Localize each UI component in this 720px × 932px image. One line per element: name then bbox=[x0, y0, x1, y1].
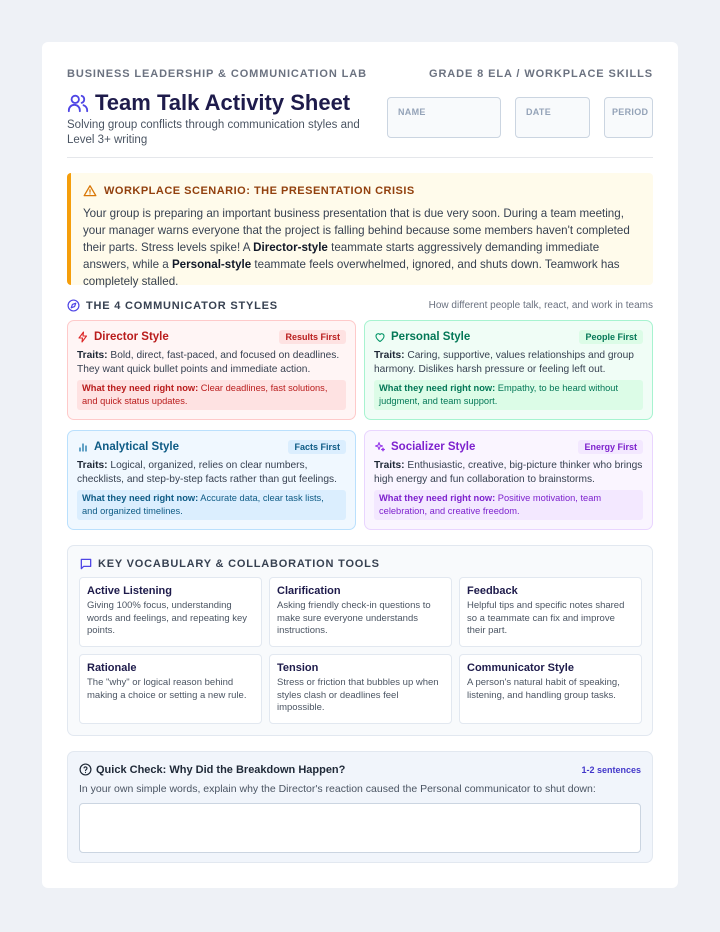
course-label: BUSINESS LEADERSHIP & COMMUNICATION LAB bbox=[67, 68, 367, 80]
needs-text: Clear deadlines, fast solutions, and quick status updates. bbox=[82, 383, 328, 406]
traits-text: Bold, direct, fast-paced, and focused on deadlines. They want quick bullet points and immediate action. bbox=[77, 350, 340, 375]
page-title: Team Talk Activity Sheet bbox=[95, 90, 351, 115]
style-card-director bbox=[67, 320, 356, 420]
style-card-personal bbox=[364, 320, 653, 420]
chat-icon bbox=[79, 557, 93, 571]
style-card-title bbox=[374, 331, 470, 343]
style-card-needs bbox=[374, 380, 643, 410]
style-card-needs bbox=[374, 490, 643, 520]
traits-text: Caring, supportive, values relationships and group harmony. Dislikes harsh pressure or feeling left out. bbox=[374, 350, 634, 375]
needs-text: Empathy, to be heard without judgment, and team support. bbox=[379, 383, 619, 406]
quick-check-title bbox=[79, 763, 345, 776]
style-card-needs bbox=[77, 490, 346, 520]
styles-section-title bbox=[67, 299, 278, 312]
grade-label: GRADE 8 ELA / WORKPLACE SKILLS bbox=[429, 68, 653, 80]
question-icon bbox=[79, 763, 92, 776]
quick-check-title-text: Quick Check: Why Did the Breakdown Happen? bbox=[96, 763, 346, 776]
quick-check-section bbox=[67, 751, 653, 863]
vocab-term bbox=[269, 654, 452, 724]
term-definition: A person's natural habit of speaking, listening, and handling group tasks. bbox=[467, 677, 620, 701]
style-card-traits bbox=[77, 349, 346, 376]
date-field-label: DATE bbox=[526, 107, 552, 117]
vocab-term bbox=[459, 577, 642, 647]
needs-label: What they need right now: bbox=[379, 493, 496, 503]
period-field-label: PERIOD bbox=[612, 107, 649, 117]
traits-text: Logical, organized, relies on clear numbers, checklists, and step-by-step facts rather than gut feelings. bbox=[77, 460, 337, 485]
style-card-traits bbox=[374, 349, 643, 376]
style-card-needs bbox=[77, 380, 346, 410]
style-card-title bbox=[374, 441, 475, 453]
vocabulary-title bbox=[79, 557, 380, 571]
vocabulary-title-text: KEY VOCABULARY & COLLABORATION TOOLS bbox=[98, 558, 380, 570]
traits-text: Enthusiastic, creative, big-picture thinker who brings high energy and fun collaboration to brainstorms. bbox=[374, 460, 643, 485]
style-card-name: Analytical Style bbox=[94, 441, 180, 453]
scenario-text-part: teammate feels overwhelmed, ignored, and shuts down. Teamwork has completely stalled. bbox=[83, 258, 620, 288]
users-icon bbox=[67, 92, 89, 114]
scenario-bold-personal: Personal-style bbox=[171, 258, 252, 271]
lightning-icon bbox=[77, 331, 89, 343]
term-name: Active Listening bbox=[87, 585, 172, 597]
bar-chart-icon bbox=[77, 441, 89, 453]
style-card-badge: Facts First bbox=[288, 440, 346, 454]
style-card-badge: Energy First bbox=[578, 440, 643, 454]
needs-text: Accurate data, clear task lists, and organized timelines. bbox=[82, 493, 324, 516]
needs-label: What they need right now: bbox=[82, 383, 199, 393]
term-definition: Giving 100% focus, understanding words and feelings, and repeating key points. bbox=[87, 600, 248, 636]
traits-label: Traits: bbox=[374, 350, 405, 361]
name-field-label: NAME bbox=[398, 107, 426, 117]
style-card-badge: People First bbox=[579, 330, 643, 344]
term-name: Communicator Style bbox=[467, 662, 574, 674]
title-row bbox=[67, 90, 350, 116]
needs-label: What they need right now: bbox=[379, 383, 496, 393]
sparkles-icon bbox=[374, 441, 386, 453]
styles-section-note: How different people talk, react, and work in teams bbox=[428, 300, 653, 311]
needs-text: Positive motivation, team celebration, and creative freedom. bbox=[379, 493, 602, 516]
quick-check-prompt: In your own simple words, explain why the Director's reaction caused the Personal communicator to shut down: bbox=[79, 783, 596, 795]
scenario-heading bbox=[83, 184, 639, 198]
term-definition: Asking friendly check-in questions to make sure everyone understands instructions. bbox=[277, 600, 431, 636]
name-field[interactable] bbox=[387, 97, 501, 138]
term-name: Clarification bbox=[277, 585, 341, 597]
term-name: Feedback bbox=[467, 585, 518, 597]
page-subtitle: Solving group conflicts through communication styles and Level 3+ writing bbox=[67, 119, 360, 146]
header-divider bbox=[67, 157, 653, 158]
styles-section-header bbox=[67, 299, 653, 312]
style-card-badge: Results First bbox=[279, 330, 346, 344]
style-card-traits bbox=[374, 459, 643, 486]
vocab-term bbox=[269, 577, 452, 647]
date-field[interactable] bbox=[515, 97, 590, 138]
scenario-text-part: teammate starts aggressively demanding immediate answers, while a bbox=[83, 241, 600, 271]
vocab-term bbox=[79, 654, 262, 724]
compass-icon bbox=[67, 299, 80, 312]
traits-label: Traits: bbox=[77, 350, 108, 361]
style-card-traits bbox=[77, 459, 346, 486]
scenario-box bbox=[67, 173, 653, 288]
length-note: 1-2 sentences bbox=[581, 765, 641, 775]
style-card-title bbox=[77, 331, 169, 343]
heart-icon bbox=[374, 331, 386, 343]
scenario-text-part: Your group is preparing an important business presentation that is due very soon. During a team meeting, your manager warns everyone that the project is falling behind because some members haven't completed their parts. Stress levels spike! A bbox=[83, 207, 630, 254]
style-card-socializer bbox=[364, 430, 653, 530]
vocab-term bbox=[79, 577, 262, 647]
term-definition: Helpful tips and specific notes shared so a teammate can fix and improve their part. bbox=[467, 600, 625, 636]
term-definition: The "why" or logical reason behind making a choice or setting a new rule. bbox=[87, 677, 247, 701]
traits-label: Traits: bbox=[374, 460, 405, 471]
vocab-term bbox=[459, 654, 642, 724]
style-card-analytical bbox=[67, 430, 356, 530]
activity-sheet bbox=[42, 42, 678, 888]
top-line bbox=[67, 68, 653, 80]
period-field[interactable] bbox=[604, 97, 653, 138]
vocabulary-section bbox=[67, 545, 653, 736]
scenario-text bbox=[83, 205, 639, 290]
scenario-bold-director: Director-style bbox=[253, 241, 328, 254]
traits-label: Traits: bbox=[77, 460, 108, 471]
answer-box[interactable] bbox=[79, 803, 641, 853]
needs-label: What they need right now: bbox=[82, 493, 199, 503]
term-name: Tension bbox=[277, 662, 319, 674]
term-definition: Stress or friction that bubbles up when styles clash or deadlines feel impossible. bbox=[277, 677, 439, 713]
styles-section-title-text: THE 4 COMMUNICATOR STYLES bbox=[86, 299, 278, 312]
style-card-name: Personal Style bbox=[391, 331, 471, 343]
style-card-title bbox=[77, 441, 179, 453]
term-name: Rationale bbox=[87, 662, 137, 674]
warning-icon bbox=[83, 184, 97, 198]
scenario-heading-text: WORKPLACE SCENARIO: THE PRESENTATION CRISIS bbox=[104, 185, 415, 197]
style-card-name: Socializer Style bbox=[391, 441, 476, 453]
style-card-name: Director Style bbox=[94, 331, 169, 343]
